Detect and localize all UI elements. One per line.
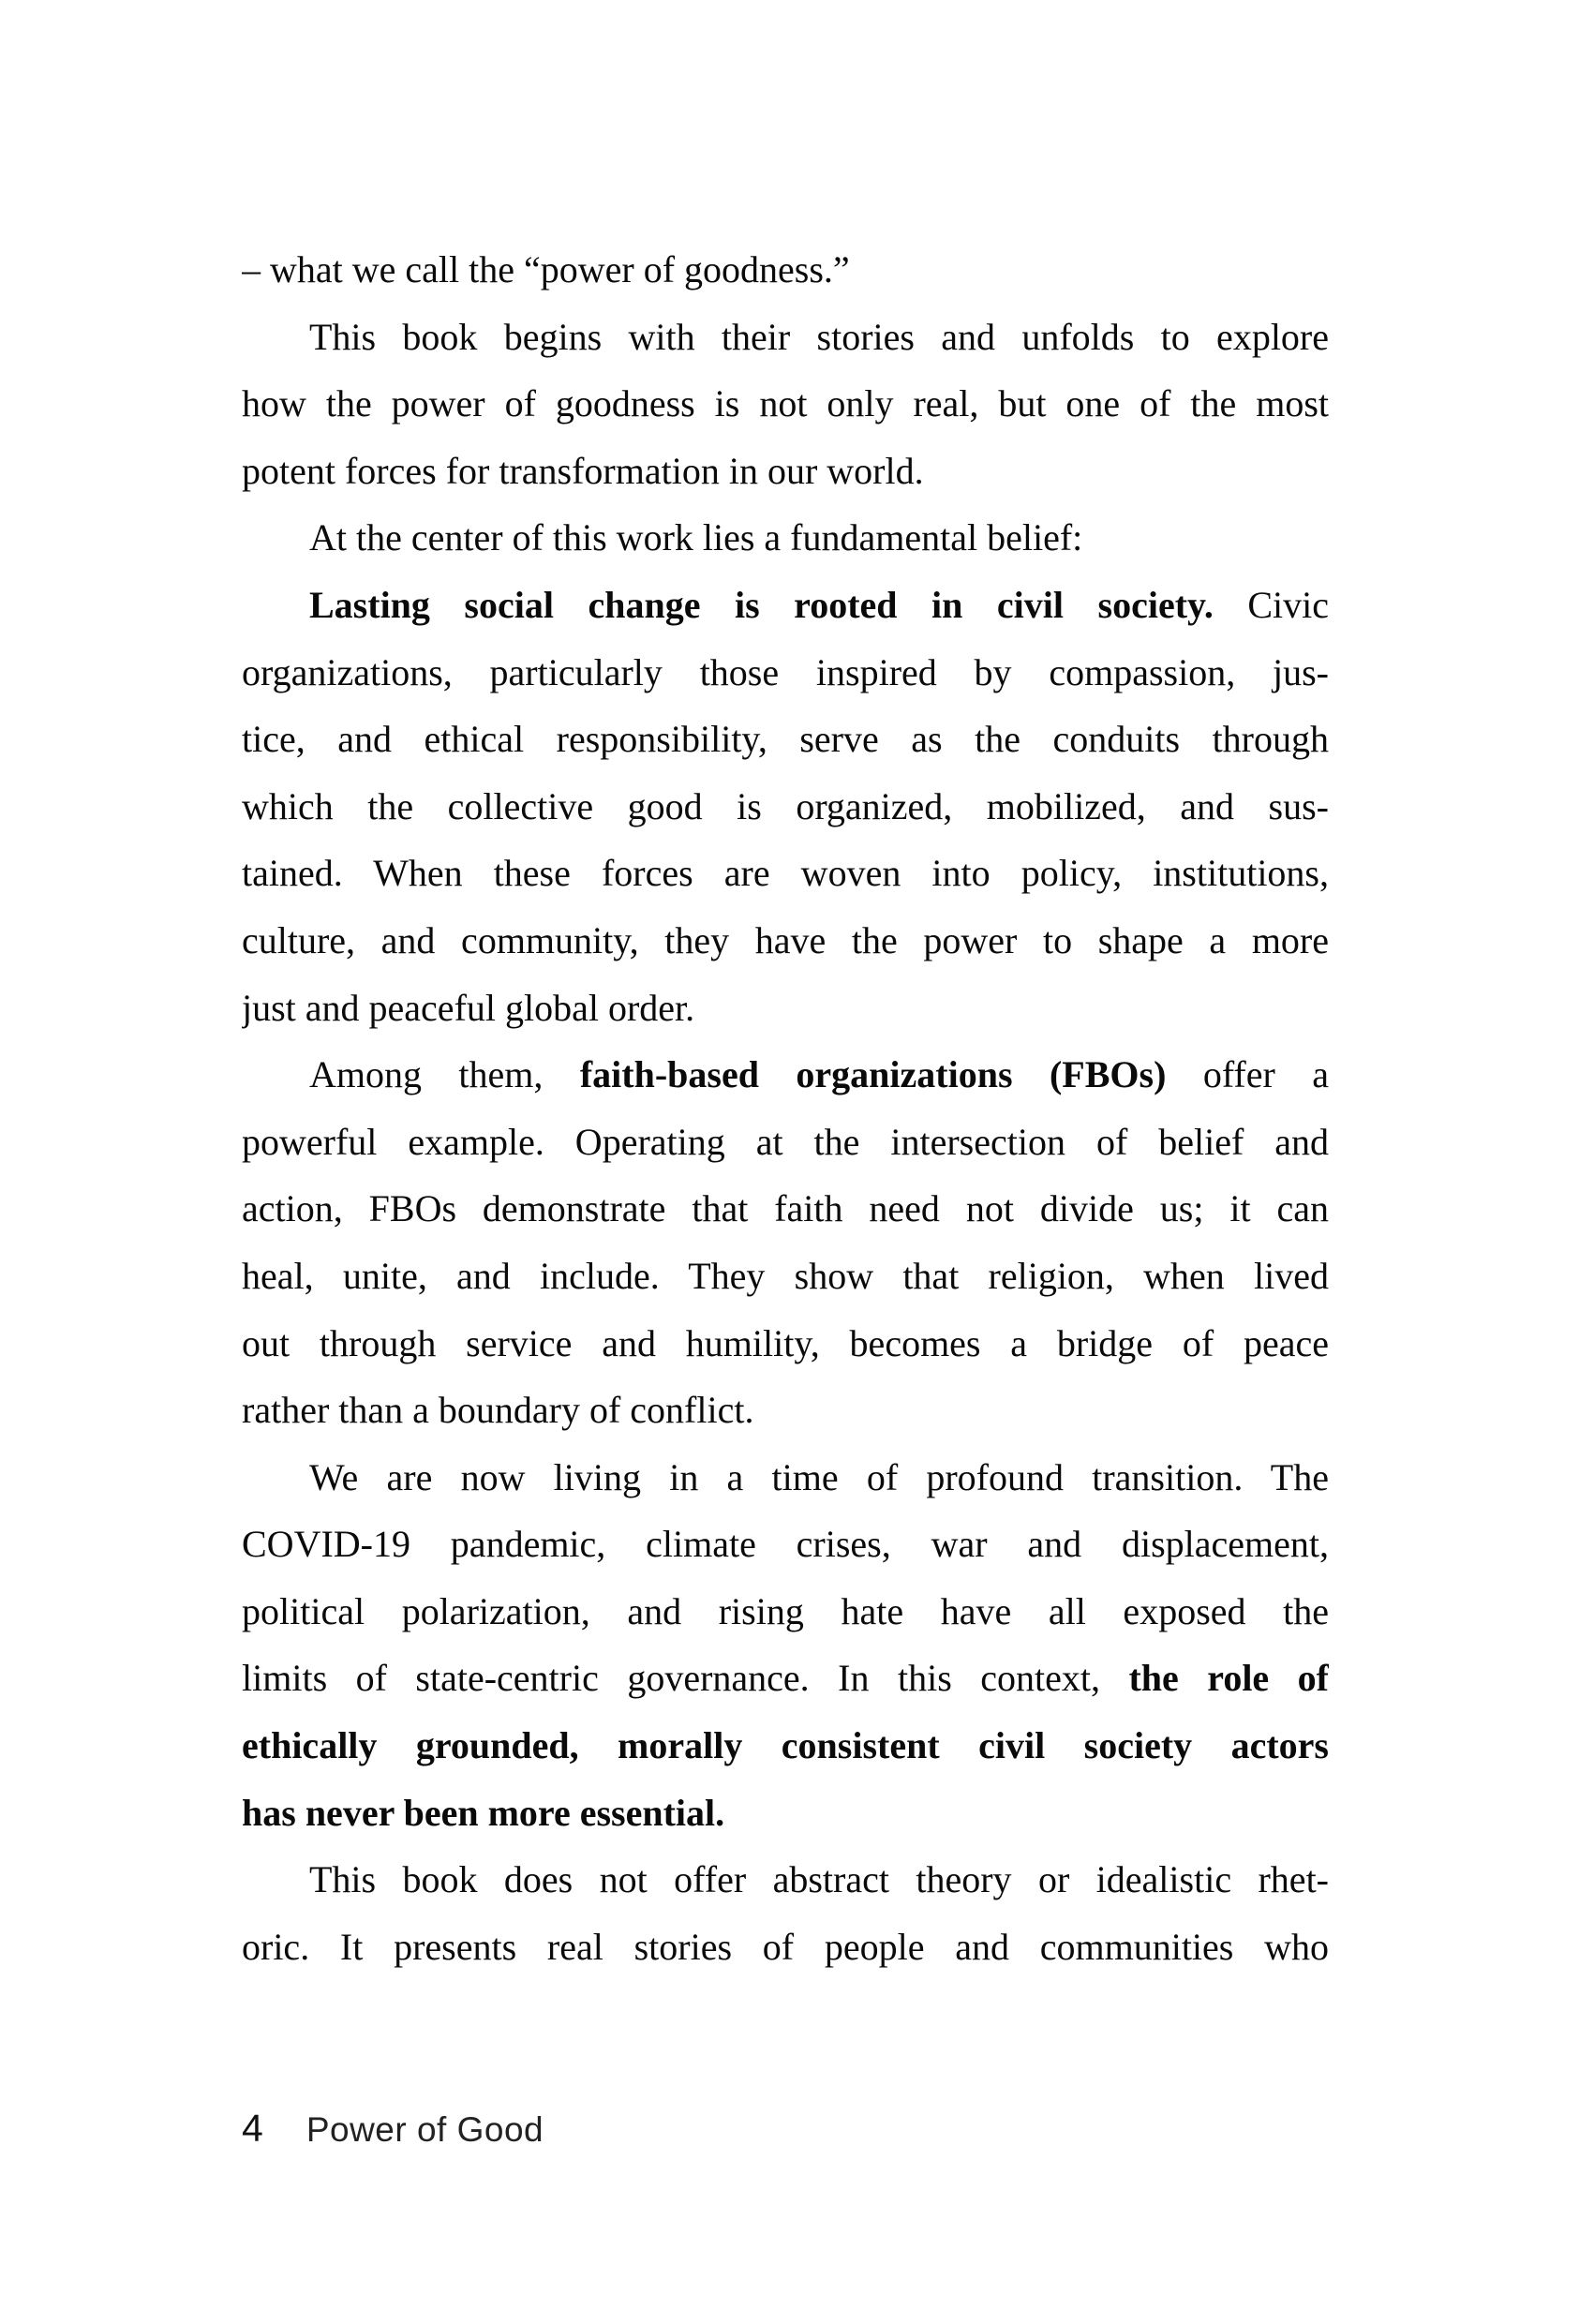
text-segment: action, FBOs demonstrate that faith need not divide us; it can [242, 1187, 1329, 1230]
text-segment: tained. When these forces are woven into policy, institutions, [242, 852, 1329, 895]
text-segment: culture, and community, they have the power to shape a more [242, 918, 1329, 961]
text-segment: oric. It presents real stories of people and communities who [242, 1925, 1329, 1968]
page-number: 4 [242, 2107, 263, 2150]
text-segment: This book does not offer abstract theory or idealistic rhet- [309, 1858, 1329, 1901]
text-line [242, 840, 1329, 907]
text-line [242, 1511, 1329, 1578]
text-segment: rather than a boundary of conflict. [242, 1389, 754, 1432]
text-segment: which the collective good is organized, mobilized, and sus- [242, 784, 1329, 827]
text-line [242, 438, 1329, 505]
bold-text-segment: ethically grounded, morally consistent civil society actors [242, 1724, 1329, 1767]
text-line [242, 1377, 1329, 1444]
text-line [242, 504, 1329, 572]
text-line [242, 773, 1329, 841]
text-segment: – what we call the “power of goodness.” [242, 248, 850, 290]
text-line [242, 236, 1329, 304]
text-segment: potent forces for transformation in our world. [242, 449, 924, 492]
text-line [242, 1444, 1329, 1512]
bold-text-segment: Lasting social change is rooted in civil society. [309, 583, 1214, 626]
text-segment: tice, and ethical responsibility, serve as the conduits through [242, 718, 1329, 761]
text-line [242, 304, 1329, 371]
bold-text-segment: the role of [1128, 1657, 1329, 1700]
text-line [242, 1041, 1329, 1109]
text-segment: how the power of goodness is not only real, but one of the most [242, 382, 1329, 425]
text-segment: We are now living in a time of profound transition. The [309, 1455, 1329, 1498]
text-segment: political polarization, and rising hate have all exposed the [242, 1589, 1329, 1632]
text-line [242, 1914, 1329, 1981]
text-segment: Among them, [309, 1053, 580, 1096]
text-line [242, 975, 1329, 1042]
text-line [242, 706, 1329, 773]
text-line [242, 1310, 1329, 1378]
text-line [242, 907, 1329, 975]
text-segment: COVID-19 pandemic, climate crises, war and displacement, [242, 1523, 1329, 1566]
text-line [242, 1645, 1329, 1712]
bold-text-segment: faith-based organizations (FBOs) [579, 1053, 1167, 1096]
text-block [242, 236, 1329, 1980]
text-line [242, 572, 1329, 639]
text-line [242, 1712, 1329, 1780]
text-segment: Civic [1213, 583, 1329, 626]
text-line [242, 1780, 1329, 1847]
text-segment: heal, unite, and include. They show that religion, when lived [242, 1254, 1329, 1297]
text-line [242, 1243, 1329, 1310]
text-segment: organizations, particularly those inspired by compassion, jus- [242, 650, 1329, 693]
text-segment: This book begins with their stories and unfolds to explore [309, 315, 1329, 358]
text-line [242, 1175, 1329, 1243]
footer-book-title: Power of Good [305, 2110, 544, 2149]
page-footer [242, 2107, 544, 2151]
text-segment: At the center of this work lies a fundamental belief: [309, 516, 1083, 559]
text-line [242, 1109, 1329, 1176]
text-segment: out through service and humility, becomes a bridge of peace [242, 1321, 1329, 1364]
text-segment: just and peaceful global order. [242, 986, 695, 1029]
text-line [242, 1846, 1329, 1914]
text-line [242, 639, 1329, 707]
text-segment: limits of state-centric governance. In this context, [242, 1657, 1129, 1700]
text-line [242, 1578, 1329, 1646]
bold-text-segment: has never been more essential. [242, 1791, 725, 1834]
text-segment: powerful example. Operating at the intersection of belief and [242, 1120, 1329, 1163]
text-segment: offer a [1166, 1053, 1329, 1096]
text-line [242, 370, 1329, 438]
